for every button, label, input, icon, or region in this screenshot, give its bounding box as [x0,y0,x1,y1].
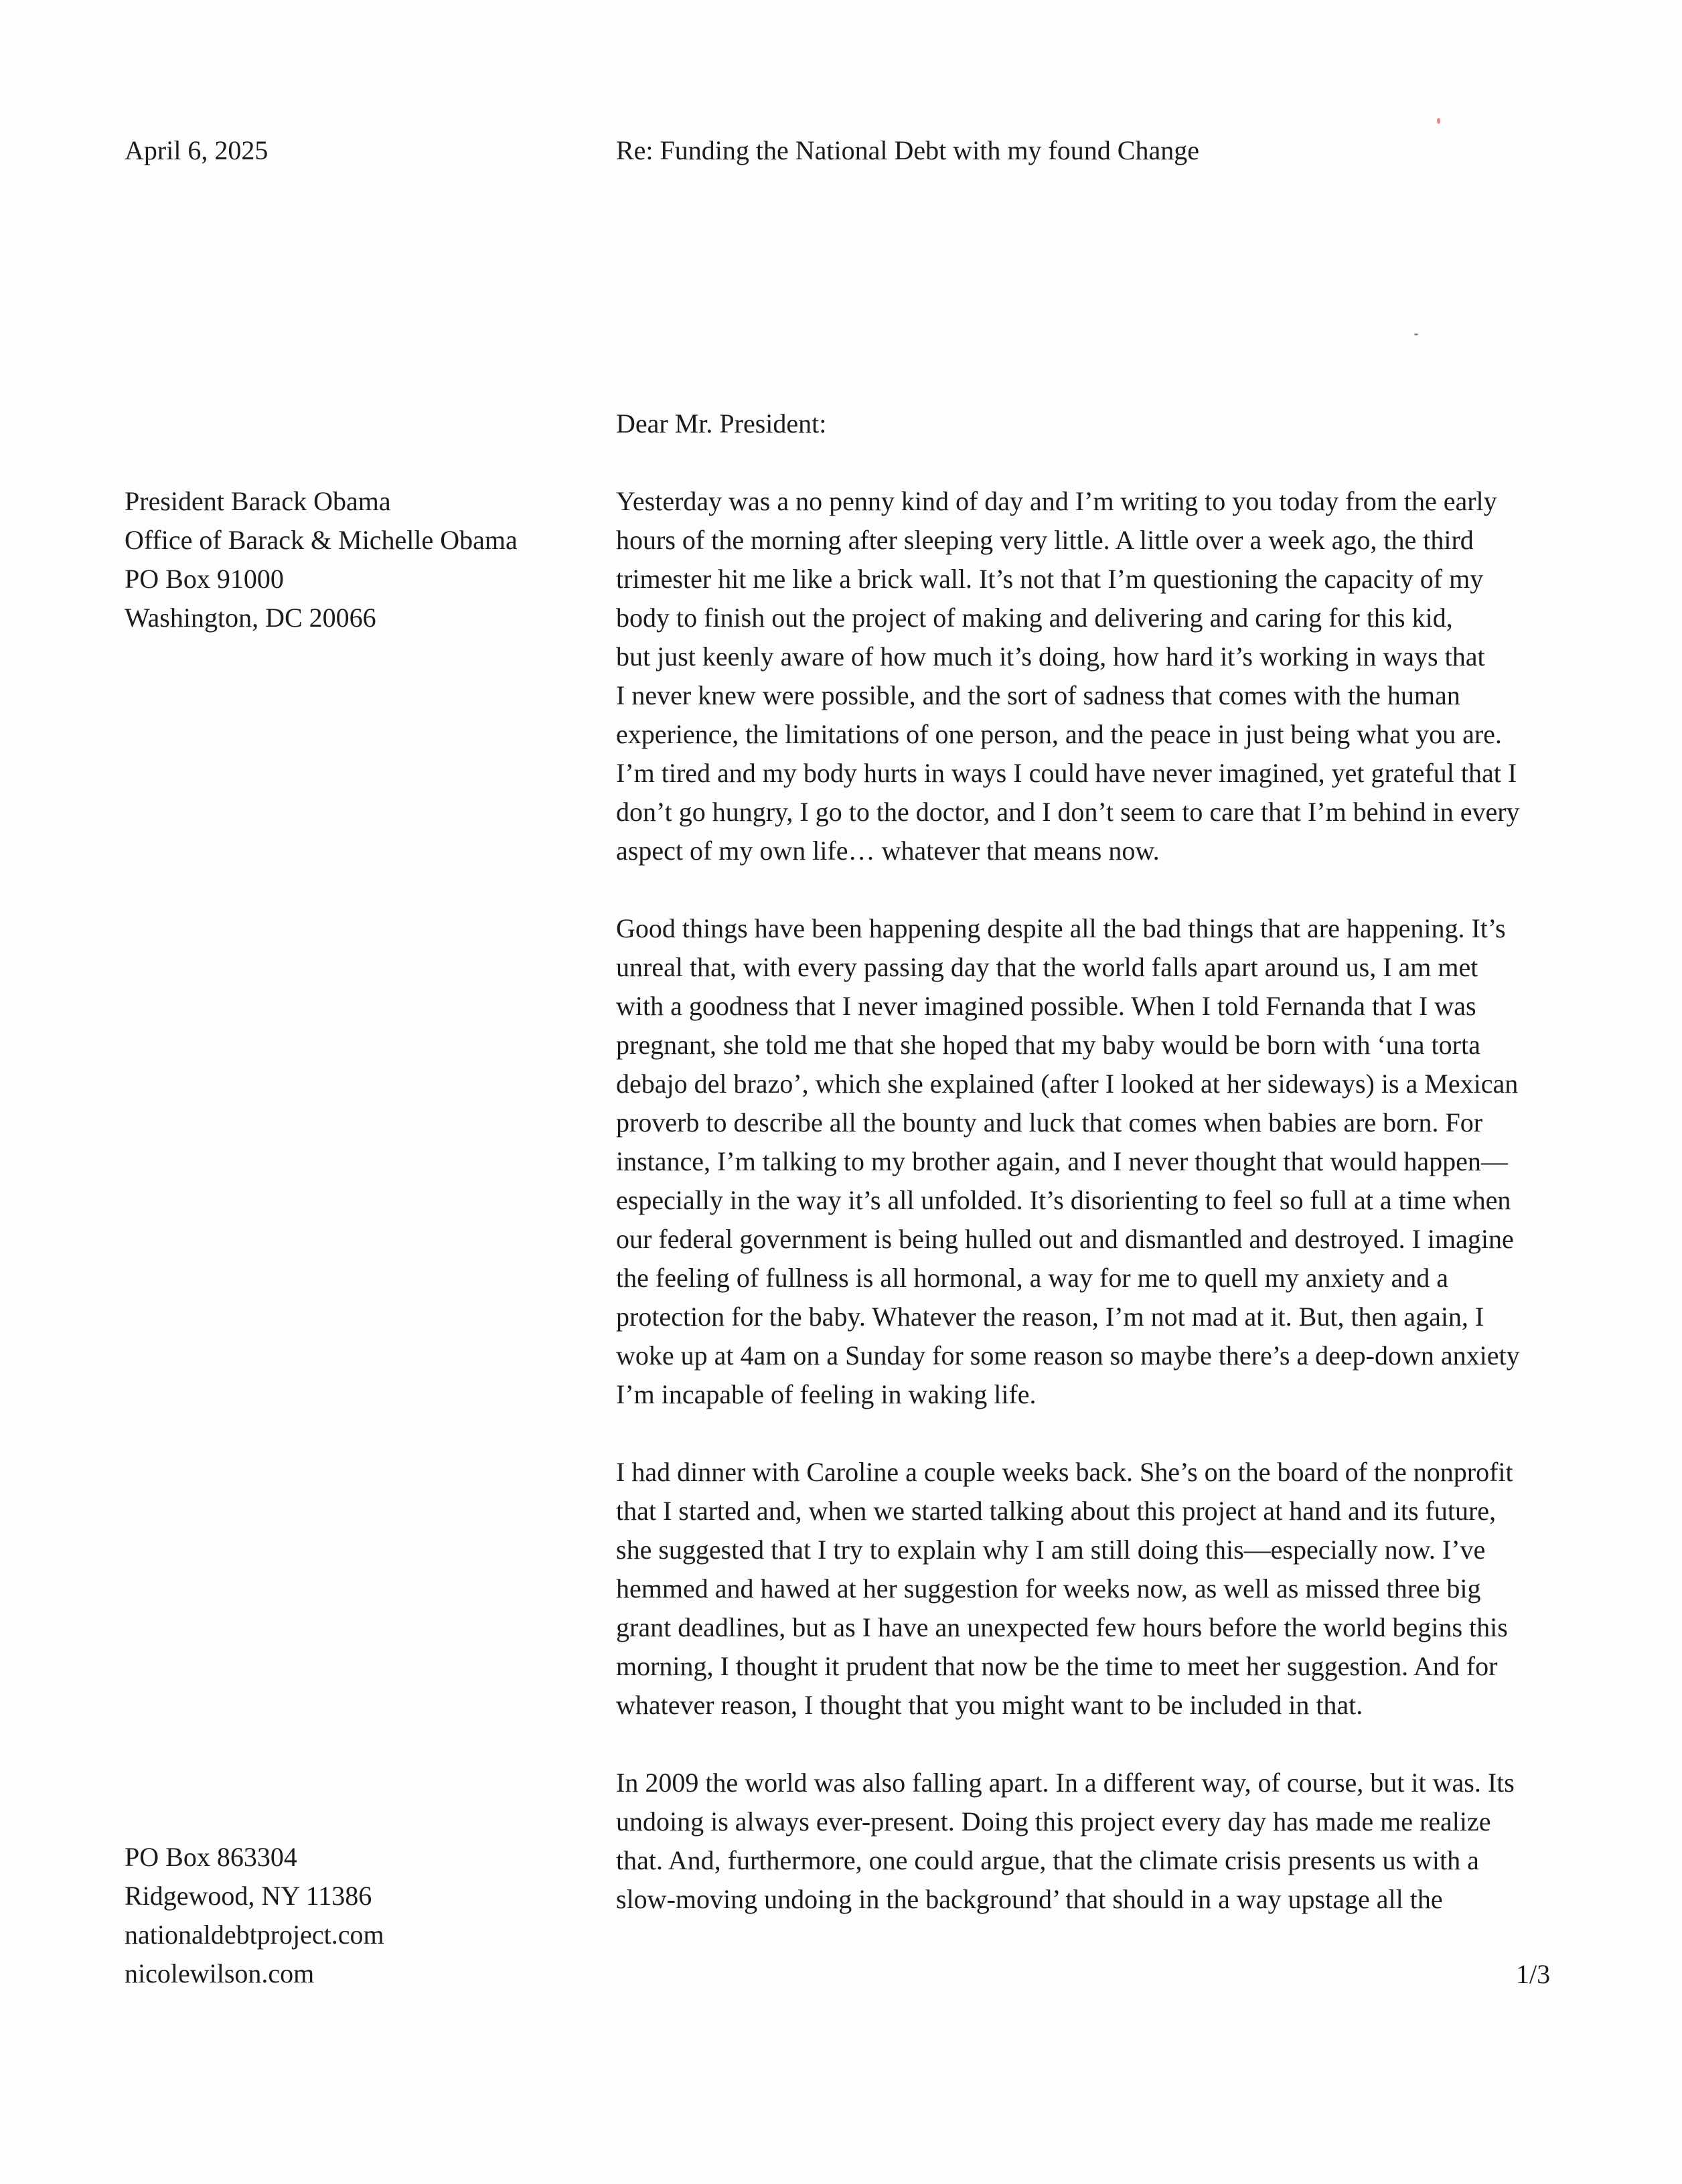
scan-speck [1414,333,1418,335]
body-line: proverb to describe all the bounty and luck that comes when babies are born. For [616,1107,1483,1138]
body-line: I’m tired and my body hurts in ways I could have never imagined, yet grateful that I [616,758,1517,788]
body-line: especially in the way it’s all unfolded. It’s disorienting to feel so full at a time when [616,1185,1511,1215]
recipient-city: Washington, DC 20066 [125,603,376,633]
body-line: trimester hit me like a brick wall. It’s not that I’m questioning the capacity of my [616,564,1484,594]
salutation: Dear Mr. President: [616,408,827,439]
body-line: that. And, furthermore, one could argue, that the climate crisis presents us with a [616,1845,1479,1875]
body-paragraph [616,909,1553,1414]
body-line: In 2009 the world was also falling apart. In a different way, of course, but it was. Its [616,1768,1515,1798]
body-line: undoing is always ever-present. Doing this project every day has made me realize [616,1806,1491,1837]
body-line: aspect of my own life… whatever that means now. [616,836,1160,866]
body-line: but just keenly aware of how much it’s doing, how hard it’s working in ways that [616,641,1485,672]
body-line: I had dinner with Caroline a couple weeks back. She’s on the board of the nonprofit [616,1457,1513,1487]
body-line: Good things have been happening despite all the bad things that are happening. It’s [616,913,1506,943]
body-line: Yesterday was a no penny kind of day and I’m writing to you today from the early [616,486,1497,516]
body-line: debajo del brazo’, which she explained (after I looked at her sideways) is a Mexican [616,1069,1519,1099]
body-line: with a goodness that I never imagined possible. When I told Fernanda that I was [616,991,1476,1021]
letter-subject: Re: Funding the National Debt with my found Change [616,135,1199,165]
recipient-po-box: PO Box 91000 [125,564,284,594]
body-line: hours of the morning after sleeping very little. A little over a week ago, the third [616,525,1474,555]
body-line: woke up at 4am on a Sunday for some reason so maybe there’s a deep-down anxiety [616,1340,1520,1371]
letter-date: April 6, 2025 [125,135,269,165]
body-line: whatever reason, I thought that you might want to be included in that. [616,1690,1363,1720]
body-line: that I started and, when we started talking about this project at hand and its future, [616,1496,1497,1526]
body-line: grant deadlines, but as I have an unexpected few hours before the world begins this [616,1612,1508,1642]
body-paragraph [616,482,1553,870]
recipient-office: Office of Barack & Michelle Obama [125,525,518,555]
sender-website-project: nationaldebtproject.com [125,1920,384,1950]
scan-speck [1437,118,1440,124]
sender-city: Ridgewood, NY 11386 [125,1881,372,1911]
body-line: protection for the baby. Whatever the reason, I’m not mad at it. But, then again, I [616,1302,1484,1332]
body-line: unreal that, with every passing day that the world falls apart around us, I am met [616,952,1478,982]
body-line: experience, the limitations of one person, and the peace in just being what you are. [616,719,1502,749]
body-line: I’m incapable of feeling in waking life. [616,1379,1037,1409]
letter-body [616,482,1553,1958]
body-line: pregnant, she told me that she hoped that my baby would be born with ‘una torta [616,1030,1480,1060]
body-line: slow-moving undoing in the background’ that should in a way upstage all the [616,1884,1443,1914]
recipient-name: President Barack Obama [125,486,391,516]
body-line: she suggested that I try to explain why I am still doing this—especially now. I’ve [616,1535,1486,1565]
body-paragraph [616,1453,1553,1725]
body-line: don’t go hungry, I go to the doctor, and I don’t seem to care that I’m behind in every [616,797,1520,827]
sender-po-box: PO Box 863304 [125,1842,297,1872]
page-number: 1/3 [1516,1959,1551,1989]
body-line: instance, I’m talking to my brother again, and I never thought that would happen— [616,1146,1508,1176]
sender-website-personal: nicolewilson.com [125,1958,315,1988]
sender-address [125,1838,384,1993]
body-line: body to finish out the project of making and delivering and caring for this kid, [616,603,1453,633]
body-line: I never knew were possible, and the sort of sadness that comes with the human [616,680,1460,710]
body-line: our federal government is being hulled out and dismantled and destroyed. I imagine [616,1224,1514,1254]
body-paragraph [616,1764,1553,1919]
body-line: hemmed and hawed at her suggestion for weeks now, as well as missed three big [616,1573,1481,1604]
body-line: morning, I thought it prudent that now be the time to meet her suggestion. And for [616,1651,1498,1681]
recipient-address [125,482,518,637]
body-line: the feeling of fullness is all hormonal, a way for me to quell my anxiety and a [616,1263,1448,1293]
